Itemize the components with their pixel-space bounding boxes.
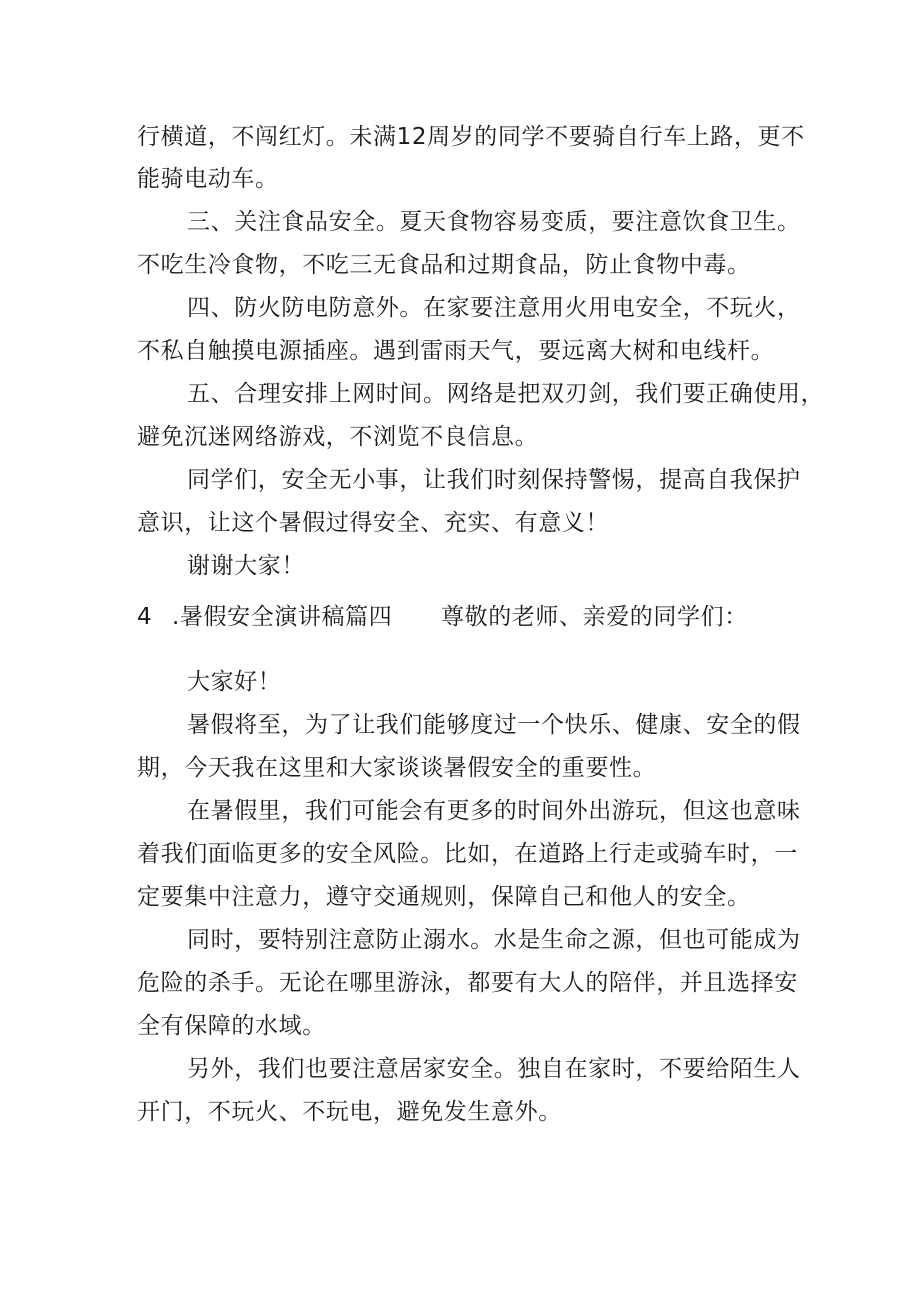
section-greeting: 尊敬的老师、亲爱的同学们： bbox=[441, 604, 748, 630]
section-number: 4 bbox=[137, 604, 153, 630]
text-line: 行横道，不闯红灯。未满12周岁的同学不要骑自行车上路，更不 bbox=[137, 124, 805, 150]
text-line: 不吃生冷食物，不吃三无食品和过期食品，防止食物中毒。 bbox=[137, 252, 751, 278]
text-line: 能骑电动车。 bbox=[137, 166, 279, 192]
paragraph-start: 同时，要特别注意防止溺水。水是生命之源，但也可能成为 bbox=[187, 927, 801, 953]
paragraph-start: 另外，我们也要注意居家安全。独自在家时，不要给陌生人 bbox=[187, 1056, 801, 1082]
text-line: 不私自触摸电源插座。遇到雷雨天气，要远离大树和电线杆。 bbox=[137, 338, 775, 364]
paragraph-start: 同学们，安全无小事，让我们时刻保持警惕，提高自我保护 bbox=[187, 467, 801, 493]
paragraph-start: 暑假将至，为了让我们能够度过一个快乐、健康、安全的假 bbox=[187, 712, 801, 738]
paragraph-start: 谢谢大家！ bbox=[187, 553, 305, 579]
paragraph-start: 在暑假里，我们可能会有更多的时间外出游玩，但这也意味 bbox=[187, 798, 801, 824]
paragraph-start: 三、关注食品安全。夏天食物容易变质，要注意饮食卫生。 bbox=[187, 209, 801, 235]
text-line: 意识，让这个暑假过得安全、充实、有意义！ bbox=[137, 510, 609, 536]
paragraph-start: 大家好！ bbox=[187, 669, 282, 695]
text-line: 期，今天我在这里和大家谈谈暑假安全的重要性。 bbox=[137, 755, 657, 781]
text-line: 定要集中注意力，遵守交通规则，保障自己和他人的安全。 bbox=[137, 884, 751, 910]
text-line: 全有保障的水域。 bbox=[137, 1013, 326, 1039]
text-line: 着我们面临更多的安全风险。比如，在道路上行走或骑车时，一 bbox=[137, 841, 798, 867]
text-line: 危险的杀手。无论在哪里游泳，都要有大人的陪伴，并且选择安 bbox=[137, 970, 798, 996]
text-line: 开门，不玩火、不玩电，避免发生意外。 bbox=[137, 1099, 562, 1125]
section-title: .暑假安全演讲稿篇四 bbox=[172, 604, 393, 630]
paragraph-start: 四、防火防电防意外。在家要注意用火用电安全，不玩火， bbox=[187, 295, 801, 321]
text-line: 避免沉迷网络游戏，不浏览不良信息。 bbox=[137, 424, 539, 450]
paragraph-start: 五、合理安排上网时间。网络是把双刃剑，我们要正确使用， bbox=[187, 381, 825, 407]
